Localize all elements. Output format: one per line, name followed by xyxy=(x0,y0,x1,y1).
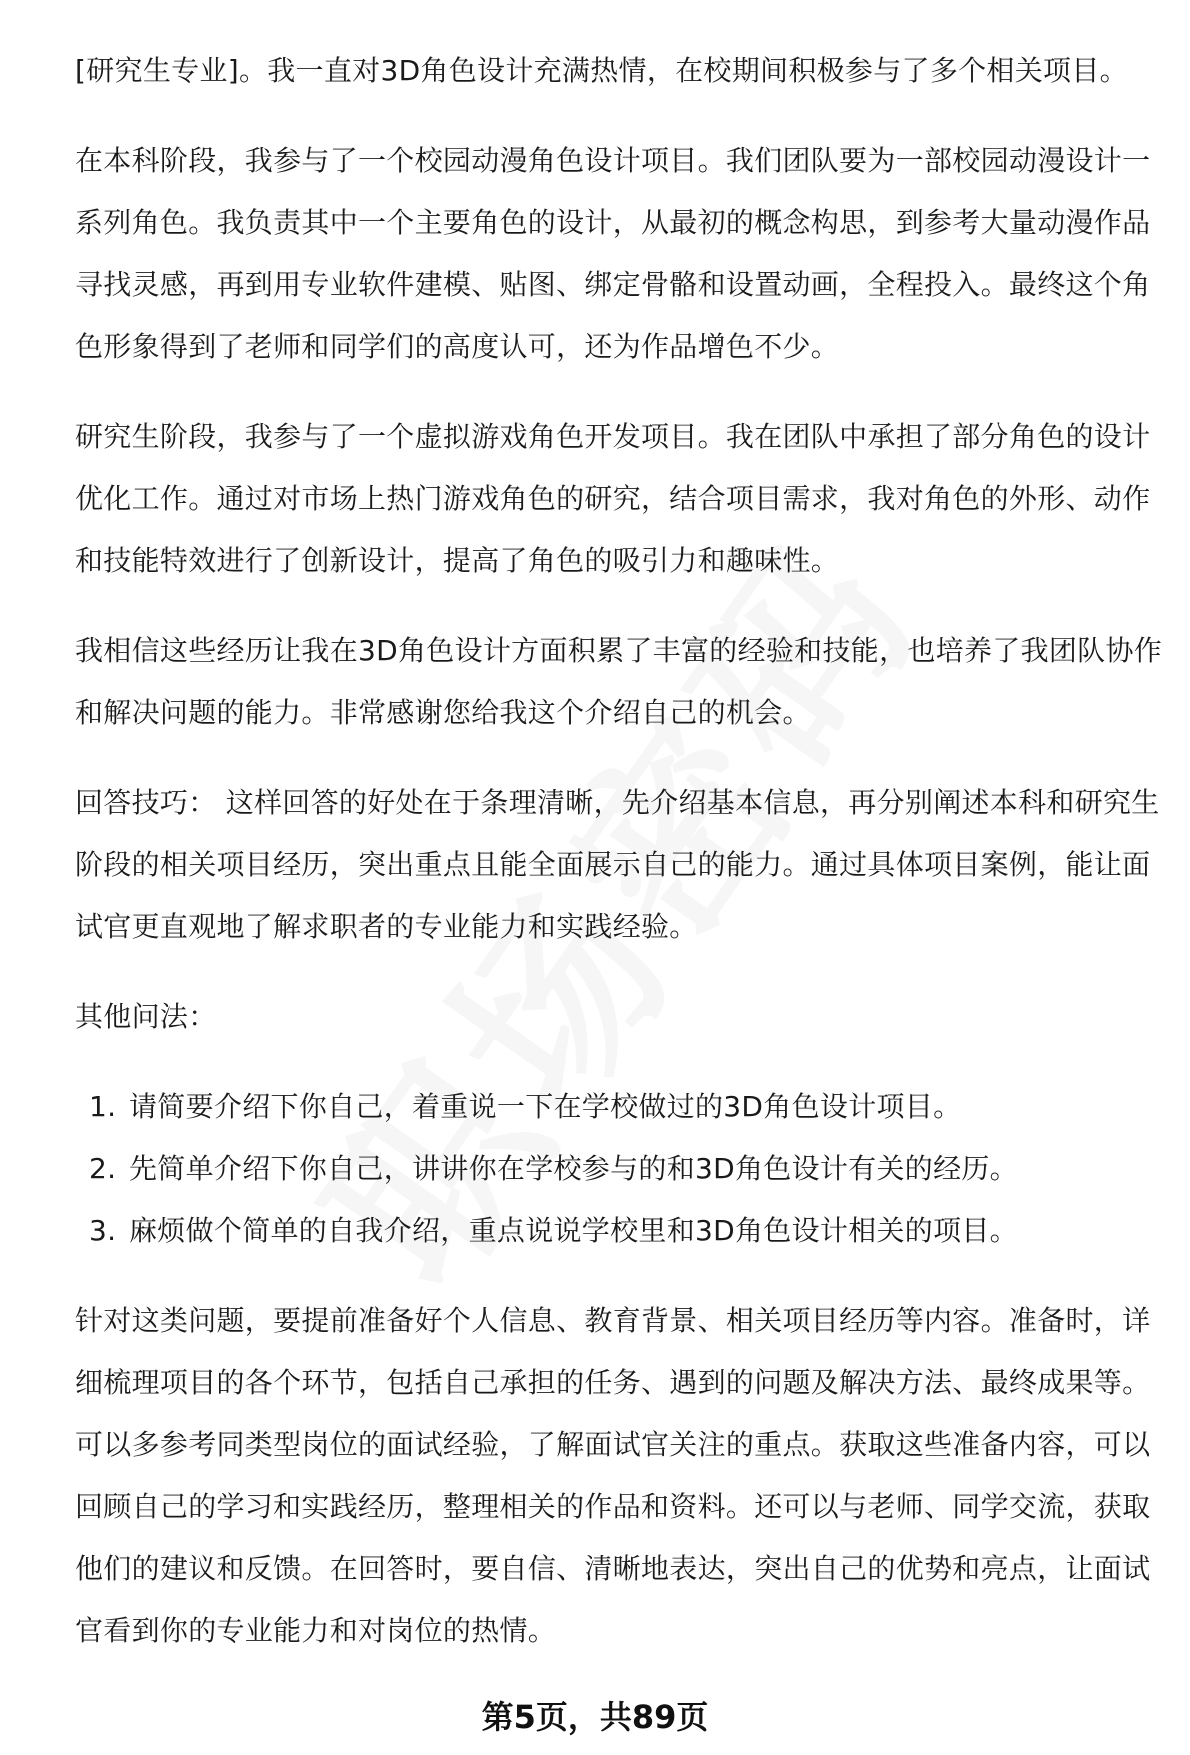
paragraph-closing: 我相信这些经历让我在3D角色设计方面积累了丰富的经验和技能，也培养了我团队协作和解决问题的能力。非常感谢您给我这个介绍自己的机会。 xyxy=(75,634,1163,729)
list-item xyxy=(75,1076,1175,1138)
list-item-number: 1. xyxy=(89,1090,117,1123)
list-item-number: 2. xyxy=(89,1152,117,1185)
page-content xyxy=(75,40,1175,1690)
list-item-number: 3. xyxy=(89,1214,117,1247)
paragraph-grad-project: 研究生阶段，我参与了一个虚拟游戏角色开发项目。我在团队中承担了部分角色的设计优化工作。通过对市场上热门游戏角色的研究，结合项目需求，我对角色的外形、动作和技能特效进行了创新设计，提高了角色的吸引力和趣味性。 xyxy=(75,420,1151,577)
paragraph-preparation-advice: 针对这类问题，要提前准备好个人信息、教育背景、相关项目经历等内容。准备时，详细梳理项目的各个环节，包括自己承担的任务、遇到的问题及解决方法、最终成果等。可以多参考同类型岗位的面试经验，了解面试官关注的重点。获取这些准备内容，可以回顾自己的学习和实践经历，整理相关的作品和资料。还可以与老师、同学交流，获取他们的建议和反馈。在回答时，要自信、清晰地表达，突出自己的优势和亮点，让面试官看到你的专业能力和对岗位的热情。 xyxy=(75,1304,1151,1647)
list-item xyxy=(75,1138,1175,1200)
paragraph-undergrad-project: 在本科阶段，我参与了一个校园动漫角色设计项目。我们团队要为一部校园动漫设计一系列角色。我负责其中一个主要角色的设计，从最初的概念构思，到参考大量动漫作品寻找灵感，再到用专业软件建模、贴图、绑定骨骼和设置动画，全程投入。最终这个角色形象得到了老师和同学们的高度认可，还为作品增色不少。 xyxy=(75,144,1151,363)
list-item-text: 先简单介绍下你自己，讲讲你在学校参与的和3D角色设计有关的经历。 xyxy=(129,1152,1018,1185)
page-number: 第5页，共89页 xyxy=(481,1698,709,1736)
list-item-text: 请简要介绍下你自己，着重说一下在学校做过的3D角色设计项目。 xyxy=(129,1090,962,1123)
paragraph-intro-end: [研究生专业]。我一直对3D角色设计充满热情，在校期间积极参与了多个相关项目。 xyxy=(75,54,1128,87)
list-item-text: 麻烦做个简单的自我介绍，重点说说学校里和3D角色设计相关的项目。 xyxy=(129,1214,1018,1247)
list-item xyxy=(75,1200,1175,1262)
heading-other-questions: 其他问法： xyxy=(75,1000,217,1033)
alt-questions-list xyxy=(75,1076,1175,1262)
paragraph-answer-tips: 回答技巧： 这样回答的好处在于条理清晰，先介绍基本信息，再分别阐述本科和研究生阶段的相关项目经历，突出重点且能全面展示自己的能力。通过具体项目案例，能让面试官更直观地了解求职者的专业能力和实践经验。 xyxy=(75,786,1160,943)
